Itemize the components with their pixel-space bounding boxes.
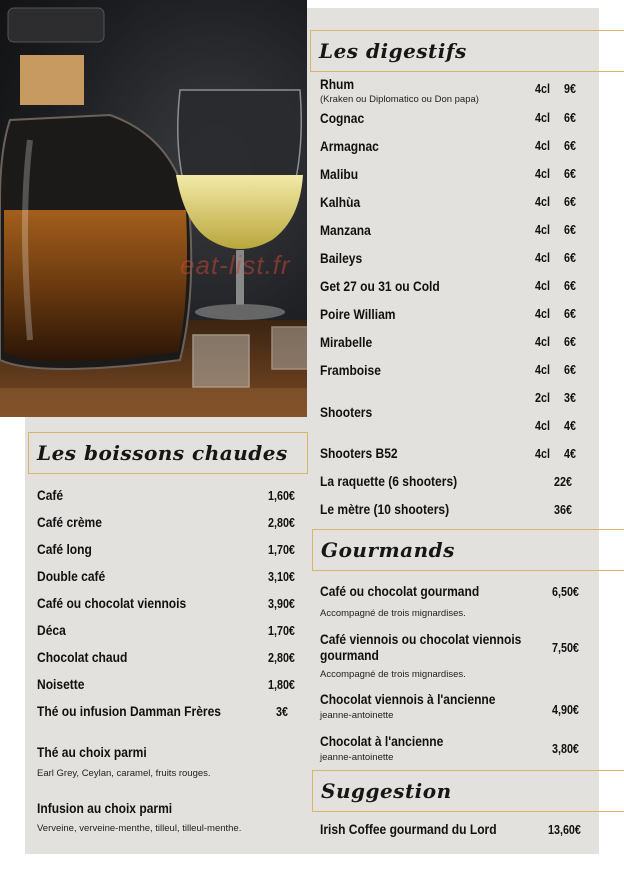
gourmand-item-price: 4,90€ — [552, 703, 579, 717]
shooters-qty-small: 2cl — [535, 391, 550, 405]
digestif-item-name: Kalhùa — [320, 194, 361, 210]
digestif-item-price: 6€ — [564, 363, 576, 377]
gourmand-item-name-line1: Café viennois ou chocolat viennois — [320, 631, 522, 647]
hot-drink-name: Chocolat chaud — [37, 649, 128, 665]
digestif-item-qty: 4cl — [535, 167, 550, 181]
boissons-chaudes-header — [28, 432, 308, 474]
suggestion-item-name: Irish Coffee gourmand du Lord — [320, 821, 497, 837]
digestif-item-name: Manzana — [320, 222, 371, 238]
hot-drink-name: Café long — [37, 541, 92, 557]
hot-drink-price: 1,70€ — [268, 543, 295, 557]
hot-drink-name: Café crème — [37, 514, 102, 530]
shooters-qty-large: 4cl — [535, 419, 550, 433]
gourmand-item-price: 7,50€ — [552, 641, 579, 655]
shooters-price-small: 3€ — [564, 391, 576, 405]
digestif-item-qty: 4cl — [535, 139, 550, 153]
digestif-item-qty: 4cl — [535, 251, 550, 265]
digestif-item-price: 6€ — [564, 139, 576, 153]
shooters-b52-price: 4€ — [564, 447, 576, 461]
digestif-item-name: Framboise — [320, 362, 381, 378]
hot-drink-price: 2,80€ — [268, 651, 295, 665]
digestif-item-price: 6€ — [564, 223, 576, 237]
hot-drink-name: Café ou chocolat viennois — [37, 595, 187, 611]
photo-decanter-and-glass — [0, 0, 307, 417]
gourmands-title: Gourmands — [321, 538, 455, 562]
digestif-item-name: Armagnac — [320, 138, 379, 154]
digestifs-title: Les digestifs — [319, 39, 467, 63]
metre-price: 36€ — [554, 503, 572, 517]
digestif-item-price: 6€ — [564, 279, 576, 293]
watermark: eat-list.fr — [180, 250, 291, 280]
gourmand-item-name: Café ou chocolat gourmand — [320, 583, 480, 599]
hot-drink-price: 1,60€ — [268, 489, 295, 503]
digestif-item-price: 6€ — [564, 167, 576, 181]
digestif-item-name: Get 27 ou 31 ou Cold — [320, 278, 440, 294]
digestif-item-qty: 4cl — [535, 335, 550, 349]
gourmand-item-name: Chocolat viennois à l'ancienne — [320, 691, 496, 707]
digestifs-header — [310, 30, 624, 72]
hot-drink-price: 1,70€ — [268, 624, 295, 638]
digestif-item-qty: 4cl — [535, 111, 550, 125]
hot-drink-name: Double café — [37, 568, 106, 584]
digestif-item-qty: 4cl — [535, 223, 550, 237]
hot-drink-name: Déca — [37, 622, 66, 638]
digestif-item-name: Cognac — [320, 110, 365, 126]
suggestion-title: Suggestion — [321, 779, 452, 803]
hot-drink-name: Café — [37, 487, 64, 503]
hot-drink-price: 2,80€ — [268, 516, 295, 530]
gourmand-item-name-line2: gourmand — [320, 647, 379, 663]
gourmand-item-note: jeanne-antoinette — [320, 710, 394, 721]
digestif-item-name: Baileys — [320, 250, 363, 266]
digestif-item-price: 6€ — [564, 335, 576, 349]
raquette-name: La raquette (6 shooters) — [320, 473, 458, 489]
digestif-item-name: Poire William — [320, 306, 396, 322]
suggestion-header — [312, 770, 624, 812]
hot-drink-price: 1,80€ — [268, 678, 295, 692]
metre-name: Le mètre (10 shooters) — [320, 501, 450, 517]
digestif-item-name: Malibu — [320, 166, 359, 182]
gourmand-item-name: Chocolat à l'ancienne — [320, 733, 444, 749]
digestif-item-qty: 4cl — [535, 82, 550, 96]
shooters-b52-qty: 4cl — [535, 447, 550, 461]
hot-drink-price: 3€ — [276, 705, 288, 719]
photo-illustration — [0, 0, 307, 417]
hot-drink-name: Noisette — [37, 676, 85, 692]
digestif-item-qty: 4cl — [535, 307, 550, 321]
hot-drink-name: Thé ou infusion Damman Frères — [37, 703, 221, 719]
gourmand-item-note: jeanne-antoinette — [320, 752, 394, 763]
digestif-item-price: 6€ — [564, 195, 576, 209]
raquette-price: 22€ — [554, 475, 572, 489]
suggestion-item-price: 13,60€ — [548, 823, 581, 837]
gourmand-item-price: 3,80€ — [552, 742, 579, 756]
the-choix-name: Thé au choix parmi — [37, 744, 147, 760]
infusion-choix-note: Verveine, verveine-menthe, tilleul, tilleul-menthe. — [37, 823, 242, 834]
hot-drink-price: 3,90€ — [268, 597, 295, 611]
digestif-item-name: Rhum — [320, 76, 355, 92]
gourmands-header — [312, 529, 624, 571]
hot-drink-price: 3,10€ — [268, 570, 295, 584]
boissons-chaudes-title: Les boissons chaudes — [37, 441, 288, 465]
gourmand-item-note: Accompagné de trois mignardises. — [320, 608, 466, 619]
digestif-item-qty: 4cl — [535, 363, 550, 377]
digestif-item-price: 9€ — [564, 82, 576, 96]
digestif-item-price: 6€ — [564, 251, 576, 265]
shooters-name: Shooters — [320, 404, 373, 420]
shooters-price-large: 4€ — [564, 419, 576, 433]
digestif-item-name: Mirabelle — [320, 334, 373, 350]
digestif-item-price: 6€ — [564, 307, 576, 321]
digestif-item-price: 6€ — [564, 111, 576, 125]
digestif-item-qty: 4cl — [535, 279, 550, 293]
the-choix-note: Earl Grey, Ceylan, caramel, fruits rouges. — [37, 768, 211, 779]
shooters-b52-name: Shooters B52 — [320, 445, 398, 461]
digestif-item-note: (Kraken ou Diplomatico ou Don papa) — [320, 94, 479, 105]
digestif-item-qty: 4cl — [535, 195, 550, 209]
infusion-choix-name: Infusion au choix parmi — [37, 800, 173, 816]
gourmand-item-note: Accompagné de trois mignardises. — [320, 669, 466, 680]
gourmand-item-price: 6,50€ — [552, 585, 579, 599]
